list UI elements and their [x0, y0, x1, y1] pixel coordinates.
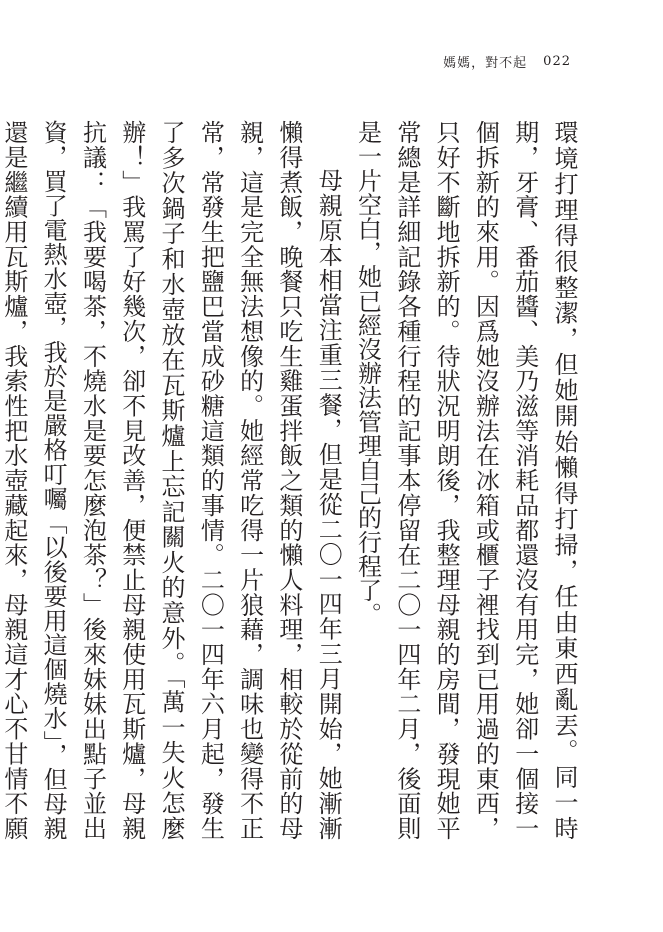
- paragraph-continued: 環境打理得很整潔，但她開始懶得打掃，任由東西亂丟。同一時期，牙膏、番茄醬、美乃滋等消耗品都還沒有用完，她卻一個接一個拆新的來用。因爲她沒辦法在冰箱或櫃子裡找到已用過的東西，只好不斷地拆新的。待狀況明朗後，我整理母親的房間，發現她平常總是詳細記錄各種行程的記事本停留在二〇一四年二月，後面則是一片空白，她已經沒辦法管理自己的行程了。: [353, 120, 578, 840]
- paragraph: 母親原本相當注重三餐，但是從二〇一四年三月開始，她漸漸懶得煮飯，晚餐只吃生雞蛋拌飯之類的懶人料理，相較於從前的母親，這是完全無法想像的。她經常吃得一片狼藉，調味也變得不正常，常發生把鹽巴當成砂糖這類的事情。二〇一四年六月起，發生了多次鍋子和水壺放在瓦斯爐上忘記關火的意外。「萬一失火怎麼辦！」我罵了好幾次，卻不見改善，便禁止母親使用瓦斯爐，母親抗議：「我要喝茶，不燒水是要怎麼泡茶？」後來妹妹出點子並出資，買了電熱水壺，我於是嚴格叮囑「以後要用這個燒水」，但母親還是繼續用瓦斯爐，我索性把水壺藏起來，母親這才心不甘情不願: [0, 120, 343, 840]
- running-header: [443, 52, 571, 71]
- body-text: [0, 120, 583, 840]
- page-number: 022: [543, 54, 571, 69]
- book-title: 媽媽，對不起: [443, 56, 528, 71]
